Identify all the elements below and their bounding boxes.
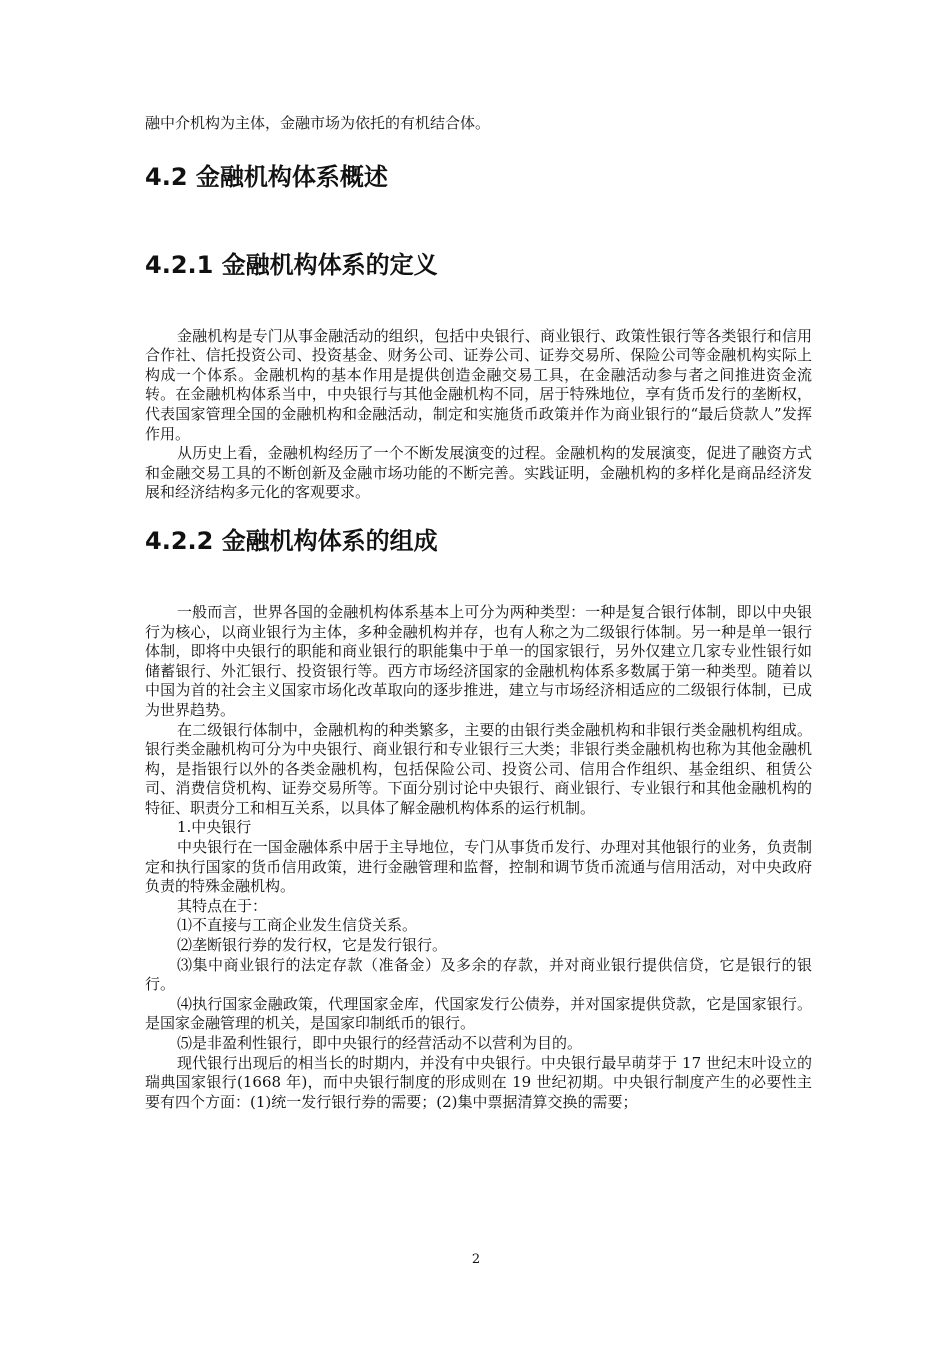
feature-item: ⑸是非盈利性银行，即中央银行的经营活动不以营利为目的。	[177, 1034, 583, 1052]
paragraph-definition-2: 从历史上看，金融机构经历了一个不断发展演变的过程。金融机构的发展演变，促进了融资方式和金融交易工具的不断创新及金融市场功能的不断完善。实践证明，金融机构的多样化是商品经济发展和经济结构多元化的客观要求。	[145, 444, 812, 502]
paragraph-definition-1: 金融机构是专门从事金融活动的组织，包括中央银行、商业银行、政策性银行等各类银行和信用合作社、信托投资公司、投资基金、财务公司、证券公司、证券交易所、保险公司等金融机构实际上构成一个体系。金融机构的基本作用是提供创造金融交易工具，在金融活动参与者之间推进资金流转。在金融机构体系当中，中央银行与其他金融机构不同，居于特殊地位，享有货币发行的垄断权，代表国家管理全国的金融机构和金融活动，制定和实施货币政策并作为商业银行的“最后贷款人”发挥作用。	[145, 326, 812, 443]
feature-item: ⑵垄断银行券的发行权，它是发行银行。	[177, 936, 448, 955]
paragraph-central-bank: 中央银行在一国金融体系中居于主导地位，专门从事货币发行、办理对其他银行的业务，负责制定和执行国家的货币信用政策，进行金融管理和监督，控制和调节货币流通与信用活动，对中央政府负责的特殊金融机构。	[145, 838, 812, 896]
page-number: 2	[471, 1252, 481, 1267]
section-heading-4-2-1: 4.2.1 金融机构体系的定义	[145, 250, 438, 279]
document-page	[145, 114, 812, 1112]
paragraph-composition-1: 一般而言，世界各国的金融机构体系基本上可分为两种类型：一种是复合银行体制，即以中央银行为核心，以商业银行为主体，多种金融机构并存，也有人称之为二级银行体制。另一种是单一银行体制，即将中央银行的职能和商业银行的职能集中于单一的国家银行，另外仅建立几家专业性银行如储蓄银行、外汇银行、投资银行等。西方市场经济国家的金融机构体系多数属于第一种类型。随着以中国为首的社会主义国家市场化改革取向的逐步推进，建立与市场经济相适应的二级银行体制，已成为世界趋势。	[145, 602, 812, 719]
features-label: 其特点在于：	[177, 896, 268, 915]
feature-item: ⑶集中商业银行的法定存款（准备金）及多余的存款，并对商业银行提供信贷，它是银行的银行。	[145, 955, 812, 994]
paragraph-history: 现代银行出现后的相当长的时期内，并没有中央银行。中央银行最早萌芽于 17 世纪末叶设立的瑞典国家银行(1668 年)，而中央银行制度的形成则在 19 世纪初期。中央银行制度产生的必要性主要有四个方面：(1)统一发行银行券的需要；(2)集中票据清算交换的需要；	[145, 1053, 812, 1111]
paragraph-composition-2: 在二级银行体制中，金融机构的种类繁多，主要的由银行类金融机构和非银行类金融机构组成。银行类金融机构可分为中央银行、商业银行和专业银行三大类；非银行类金融机构也称为其他金融机构，是指银行以外的各类金融机构，包括保险公司、投资公司、信用合作组织、基金组织、租赁公司、消费信贷机构、证券交易所等。下面分别讨论中央银行、商业银行、专业银行和其他金融机构的特征、职责分工和相互关系，以具体了解金融机构体系的运行机制。	[145, 720, 812, 817]
central-bank-label: 1.中央银行	[177, 818, 252, 837]
feature-item: ⑴不直接与工商企业发生信贷关系。	[177, 916, 418, 935]
section-heading-4-2: 4.2 金融机构体系概述	[145, 162, 388, 191]
section-heading-4-2-2: 4.2.2 金融机构体系的组成	[145, 526, 438, 555]
feature-item: ⑷执行国家金融政策，代理国家金库，代国家发行公债券，并对国家提供贷款，它是国家银行。是国家金融管理的机关，是国家印制纸币的银行。	[145, 994, 812, 1033]
intro-line: 融中介机构为主体，金融市场为依托的有机结合体。	[145, 114, 491, 132]
